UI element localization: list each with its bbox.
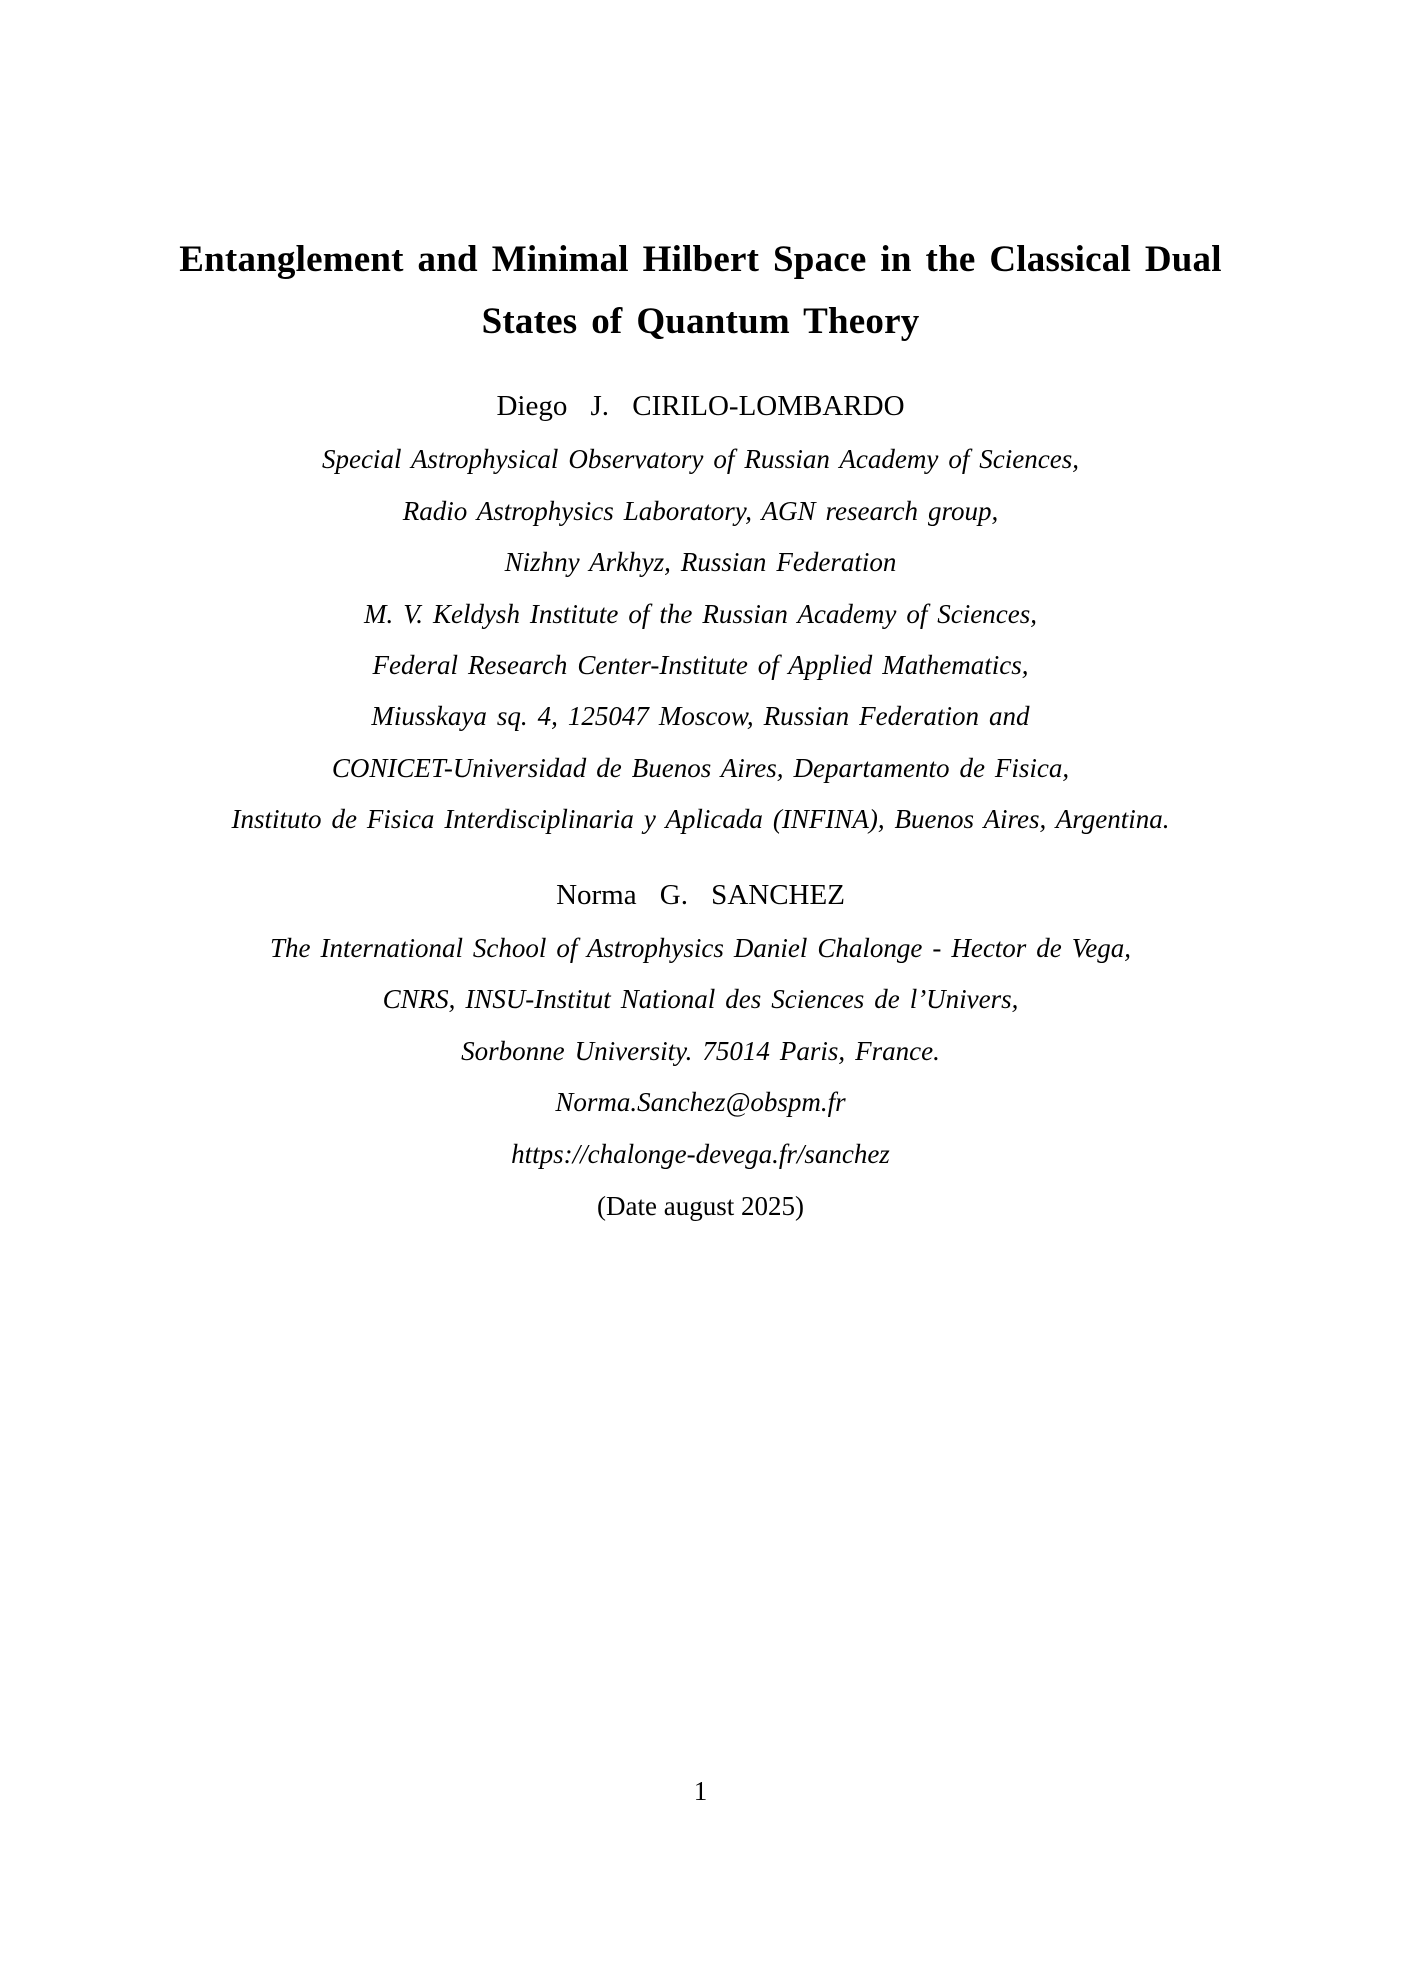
url-text: https://chalonge-devega.fr/sanchez <box>511 1139 890 1169</box>
author-name-sanchez: Norma G. SANCHEZ <box>556 879 845 911</box>
affiliation-line: The International School of Astrophysics Daniel Chalonge - Hector de Vega, <box>269 933 1132 963</box>
affiliation-line: Federal Research Center-Institute of Applied Mathematics, <box>372 650 1029 680</box>
affiliation-line: Instituto de Fisica Interdisciplinaria y Aplicada (INFINA), Buenos Aires, Argentina. <box>231 804 1170 834</box>
affiliation-line: M. V. Keldysh Institute of the Russian Academy of Sciences, <box>363 599 1038 629</box>
affiliation-line: CONICET-Universidad de Buenos Aires, Departamento de Fisica, <box>331 753 1070 783</box>
paper-title-line-1: Entanglement and Minimal Hilbert Space in the Classical Dual <box>179 239 1222 280</box>
date-line: (Date august 2025) <box>597 1191 804 1221</box>
author-name-cirilo-lombardo: Diego J. CIRILO-LOMBARDO <box>496 390 905 422</box>
affiliation-line: Nizhny Arkhyz, Russian Federation <box>504 547 897 577</box>
affiliation-line: Miusskaya sq. 4, 125047 Moscow, Russian Federation and <box>371 701 1030 731</box>
affiliation-line: Sorbonne University. 75014 Paris, France. <box>461 1036 940 1066</box>
paper-title-line-2: States of Quantum Theory <box>481 301 920 342</box>
page-number: 1 <box>693 1776 708 1806</box>
affiliation-line: Radio Astrophysics Laboratory, AGN research group, <box>402 496 999 526</box>
affiliation-line: CNRS, INSU-Institut National des Sciences de l’Univers, <box>382 984 1019 1014</box>
affiliation-line: Special Astrophysical Observatory of Russian Academy of Sciences, <box>321 444 1080 474</box>
email-text: Norma.Sanchez@obspm.fr <box>555 1087 846 1117</box>
